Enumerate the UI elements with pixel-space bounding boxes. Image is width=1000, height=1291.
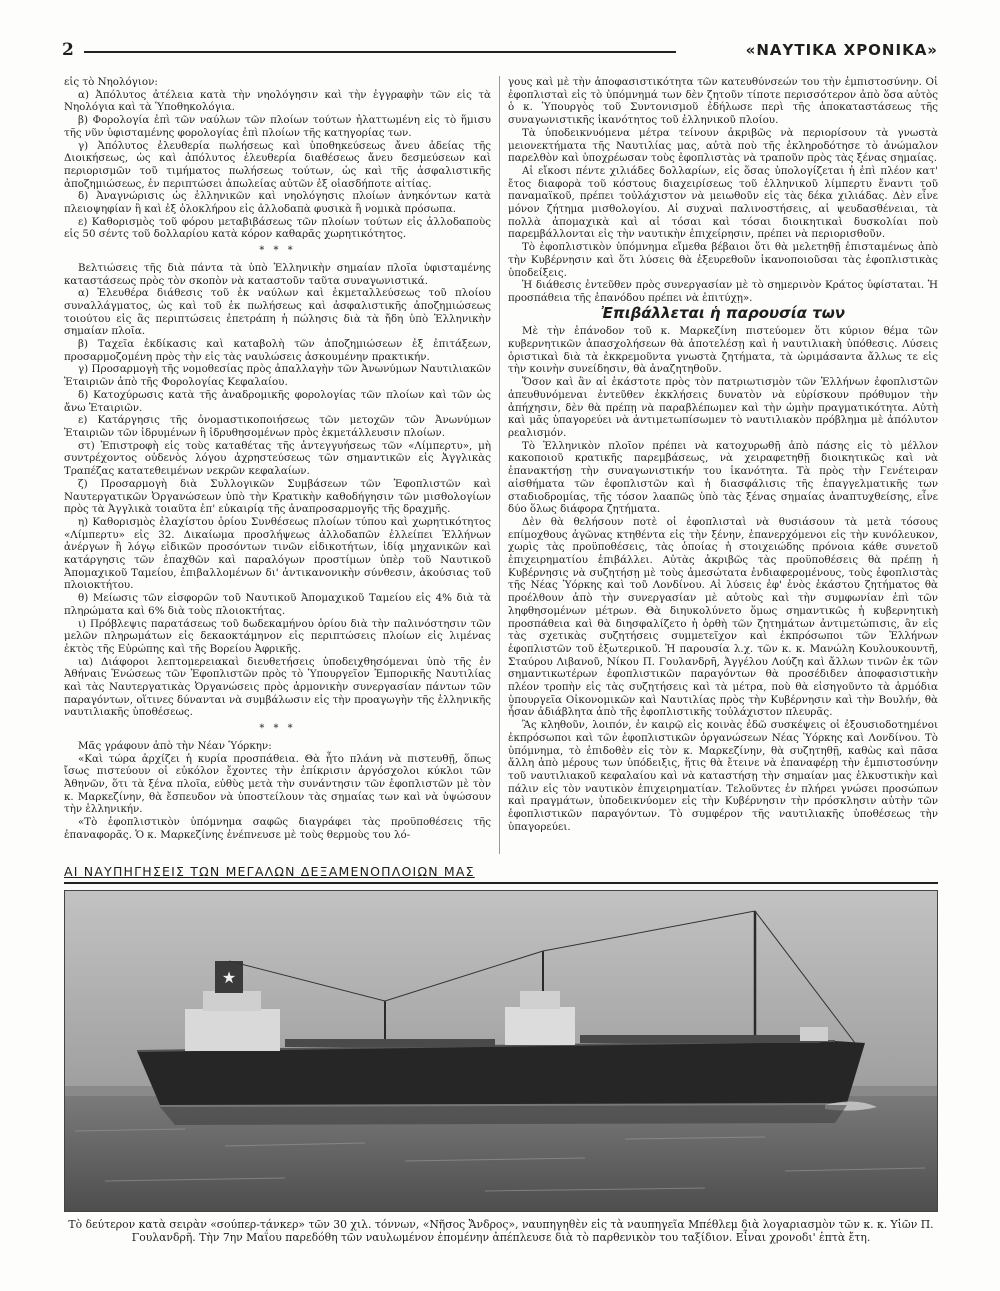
paragraph: Αἱ εἴκοσι πέντε χιλιάδες δολλαρίων, εἰς ὅσας ὑπολογίζεται ἡ ἐπὶ πλέον κατ' ἔτος διαφορὰ τοῦ κόστους διαχειρίσεως τοῦ ἑλληνικοῦ λίμπερτυ ἔναντι τοῦ παναμαϊκοῦ, πρέπει τοὐλάχιστον νὰ μειωθοῦν εἰς τὰς δέκα χιλιάδας. Δὲν εἶνε μόνον ζήτημα μισθολογίου. Αἱ συχναὶ παλινοστήσεις, αἱ ψευδασθένειαι, τὰ πολλὰ ἀπομαχικὰ καὶ αἱ τόσαι καὶ τόσαι διοικητικαὶ δυσκολίαι ποὺ παρεμβάλλονται εἰς τὴν ναυτικὴν ἐπιχείρησιν, πρέπει νὰ περιορισθοῦν. [508, 164, 938, 241]
photo-section-title: ΑΙ ΝΑΥΠΗΓΗΣΕΙΣ ΤΩΝ ΜΕΓΑΛΩΝ ΔΕΞΑΜΕΝΟΠΛΟΙΩΝ ΜΑΣ [64, 864, 475, 879]
section-subheading: Ἐπιβάλλεται ἡ παρουσία των [600, 303, 846, 322]
ship-photograph [64, 890, 938, 1212]
left-column [64, 76, 491, 856]
header-rule [84, 51, 676, 53]
deck-piping [580, 1035, 820, 1043]
paragraph: ι) Πρόβλεψις παρατάσεως τοῦ δωδεκαμήνου ὁρίου διὰ τὴν παλινόστησιν τῶν μελῶν πληρωμάτων εἰς δεκαοκτάμηνον εἰς περιπτώσεις πλοίων εἰς λιμένας ἐκτὸς τῆς Εὐρώπης καὶ τῆς Βορείου Ἀφρικῆς. [64, 617, 491, 655]
paragraph: α) Ἐλευθέρα διάθεσις τοῦ ἐκ ναύλων καὶ ἐκμεταλλεύσεως τοῦ πλοίου συναλλάγματος, ὡς καὶ τοῦ ἐκ πωλήσεως καὶ ἀσφαλιστικῆς ἀποζημιώσεως τοιούτου εἰς ἃς περιπτώσεις ἐπετράπη ἡ πώλησις διὰ τὰ ἤδη ὑπὸ Ἑλληνικὴν σημαίαν πλοῖα. [64, 287, 491, 338]
paragraph: στ) Ἐπιστροφὴ εἰς τοὺς καταθέτας τῆς ἀντεγγυήσεως τῶν «Λίμπερτυ», μὴ συντρέχοντος οὐδενὸς λόγου ἀχρηστεύσεως τῶν σημαντικῶν εἰς Ἀγγλικὰς Τραπέζας κατατεθειμένων νεκρῶν κεφαλαίων. [64, 439, 491, 478]
paragraph: «Καὶ τώρα ἀρχίζει ἡ κυρία προσπάθεια. Θὰ ἦτο πλάνη νὰ πιστευθῇ, ὅπως ἴσως πιστεύουν οἱ εὐκόλον ἔχοντες τὴν ἐπίκρισιν ἀργόσχολοι κύκλοι τῶν Ἀθηνῶν, ὅτι τὰ ξένα πλοῖα, εὐθὺς μετὰ τὴν συνάντησιν τῶν ἐφοπλιστῶν μὲ τὸν κ. Μαρκεζίνην, θὰ ἔσπευδον νὰ ὑποστείλουν τὰς σημαίας των καὶ νὰ ὑψώσουν τὴν ἑλληνικήν. [64, 752, 491, 816]
paragraph: β) Ταχεῖα ἐκδίκασις καὶ καταβολὴ τῶν ἀποζημιώσεων ἐξ ἐπιτάξεων, προσαρμοζομένη πρὸς τὴν εἰς τὰς ναυλώσεις ἀσκουμένην πρακτικήν. [64, 338, 491, 363]
section-separator: * * * [259, 723, 296, 735]
midship-wheelhouse [520, 991, 560, 1009]
paragraph: ζ) Προσαρμογὴ διὰ Συλλογικῶν Συμβάσεων τῶν Ἐφοπλιστῶν καὶ Ναυτεργατικῶν Ὀργανώσεων ὑπὸ τὴν Κρατικὴν καθοδήγησιν τῶν μισθολογίων πρὸς τὰ Ἀγγλικὰ τοιαῦτα ἐπ' εὐκαιρίᾳ τῆς ἀναπροσαρμογῆς τῆς δραχμῆς. [64, 477, 491, 516]
stern-bridge [203, 991, 261, 1011]
paragraph: ε) Καθορισμὸς τοῦ φόρου μεταβιβάσεως τῶν πλοίων τούτων εἰς ἀλλοδαποὺς εἰς 50 σέντς τοῦ δολλαρίου κατὰ κόρον καθαρᾶς χωρητικότητος. [64, 215, 491, 241]
paragraph: α) Ἀπόλυτος ἀτέλεια κατὰ τὴν νηολόγησιν καὶ τὴν ἐγγραφὴν τῶν εἰς τὰ Νηολόγια καὶ τὰ Ὑποθηκολόγια. [64, 88, 491, 114]
journal-title: «ΝΑΥΤΙΚΑ ΧΡΟΝΙΚΑ» [745, 41, 938, 59]
paragraph: ε) Κατάργησις τῆς ὀνομαστικοποιήσεως τῶν μετοχῶν τῶν Ἀνωνύμων Ἑταιριῶν τῶν ἱδρυμένων ἢ ἱδρυθησομένων πρὸς ἐκμετάλλευσιν πλοίων. [64, 414, 491, 439]
paragraph: δ) Κατοχύρωσις κατὰ τῆς ἀναδρομικῆς φορολογίας τῶν πλοίων καὶ τῶν ὡς ἄνω Ἑταιριῶν. [64, 388, 491, 414]
paragraph: Μὲ τὴν ἐπάνοδον τοῦ κ. Μαρκεζίνη πιστεύομεν ὅτι κύριον θέμα τῶν κυβερνητικῶν ἀπασχολήσεων θὰ ἀποτελέσῃ καὶ ἡ ναυτιλιακὴ ὑπόθεσις. Λύσεις ὁριστικαὶ διὰ τὰ ἐκκρεμοῦντα γνωστὰ ζητήματα, τὰ ὡριμάσαντα ἄλλως τε εἰς τὴν κοινὴν συνείδησιν, θὰ ἀναζητηθοῦν. [508, 325, 938, 376]
paragraph: γους καὶ μὲ τὴν ἀποφασιστικότητα τῶν κατευθύνσεών του τὴν ἐμπιστοσύνην. Οἱ ἐφοπλισταὶ εἰς τὸ ὑπόμνημά των δὲν ζητοῦν τίποτε περισσότερον ἀπὸ ὅσα αὐτὸς ὁ κ. Ὑπουργὸς τοῦ Συντονισμοῦ ἐδήλωσε περὶ τῆς ἀποκαταστάσεως τῆς συναγωνιστικῆς ἱκανότητος τοῦ ἑλληνικοῦ πλοίου. [508, 76, 938, 127]
paragraph: Τὸ Ἑλληνικὸν πλοῖον πρέπει νὰ κατοχυρωθῇ ἀπὸ πάσης εἰς τὸ μέλλον κακοποιοῦ κρατικῆς παρεμβάσεως, νὰ χειραφετηθῇ διοικητικῶς καὶ νὰ ἐπανακτήσῃ τὴν συναγωνιστικήν του ἱκανότητα. Τὰ πρὸς τὴν Γενέτειραν αἰσθήματα τῶν ἐφοπλιστῶν καὶ ἡ διασφάλισις τῆς ἐπαγγελματικῆς των σταδιοδρομίας, τῆς τόσον λααπῶς ὑπὸ τὰς ξένας σημαίας ἀναπτυχθείσης, εἶνε δύο ὅλως διάφορα ζητήματα. [508, 439, 938, 516]
paragraph: Μᾶς γράφουν ἀπὸ τὴν Νέαν Ὑόρκην: [78, 739, 272, 752]
right-column [508, 76, 938, 856]
paragraph: Δὲν θὰ θελήσουν ποτὲ οἱ ἐφοπλισταὶ νὰ θυσιάσουν τὰ μετὰ τόσους επίμοχθους ἀγῶνας κτηθέντα εἰς τὴν ξένην, ἐπανερχόμενοι εἰς τὴν κυνόλευκον, χωρὶς τὰς προϋποθέσεις, τὰς ὁποίας ἡ στοιχειώδης πρόνοια κάθε συνετοῦ ἐπιχειρηματίου ἐπιβάλλει. Αὐτὰς ἀκριβῶς τὰς προϋποθέσεις θὰ πρέπῃ ἡ Κυβέρνησις νὰ συζητήσῃ μὲ τοὺς ἀμεσώτατα ἐνδιαφερομένους, τοὺς ἐφοπλιστὰς τῆς Νέας Ὑόρκης καὶ τοῦ Λονδίνου. Αἱ λύσεις ἐφ' ἑνὸς ἑκάστου ζητήματος θὰ προέλθουν ἀπὸ τὴν συνεργασίαν μὲ αὐτοὺς καὶ τὴν συμφωνίαν ἐπὶ τῶν ληφθησομένων μέτρων. Θὰ διηυκολύνετο ὅμως σημαντικῶς ἡ κυβερνητικὴ προσπάθεια καὶ θὰ διησφαλίζετο ἡ ὀρθὴ τῶν ζητημάτων ἀντιμετώπισις, ἂν εἰς τὰς σχετικὰς συζητήσεις συμμετεῖχον καὶ ἐκπρόσωποι τῶν Ἑλλήνων ἐφοπλιστῶν τοῦ ἐξωτερικοῦ. Ἡ παρουσία λ.χ. τῶν κ. κ. Μανώλη Κουλουκουντῆ, Σταύρου Λιβανοῦ, Νίκου Π. Γουλανδρῆ, Ἀγγέλου Λούζη καὶ ἄλλων τινῶν ἐκ τῶν σημαντικωτέρων ἐφοπλιστικῶν παραγόντων θὰ προσέδιδεν ἀποφασιστικὴν πλέον τροπὴν εἰς τὰς συζητήσεις καὶ τὰ μέτρα, ποὺ θὰ εἰσηγοῦντο τὰ ἁρμόδια ὑπουργεῖα Οἰκονομικῶν καὶ Ναυτιλίας πρὸς τὴν Κυβέρνησιν καὶ τὴν Βουλήν, θὰ ἦσαν ἀδιάβλητα ἀπὸ τῆς ἐφοπλιστικῆς τοὐλάχιστον πλευρᾶς. [508, 515, 938, 719]
paragraph: Ἂς κληθοῦν, λοιπόν, ἐν καιρῷ εἰς κοινὰς ἐδῶ συσκέψεις οἱ ἐξουσιοδοτημένοι ἐκπρόσωποι καὶ τῶν ἐφοπλιστικῶν ὀργανώσεων Νέας Ὑόρκης καὶ Λονδίνου. Τὸ ὑπόμνημα, τὸ ἐπιδοθὲν εἰς τὸν κ. Μαρκεζίνην, θὰ συζητηθῇ, καθὼς καὶ πᾶσα ἄλλη ἀπὸ μέρους των ὑπόδειξις, ἥτις θὰ ἔτεινε νὰ ἐπαναφέρῃ τὴν ἐμπιστοσύνην τοῦ ναυτιλιακοῦ κεφαλαίου καὶ νὰ καταστήσῃ τὴν σημαίαν μας ἑλκυστικὴν καὶ πάλιν εἰς τὸν ναυτικὸν ἐπιχειρηματίαν. Τελοῦντες ἐν πλήρει γνώσει προσώπων καὶ πραγμάτων, ὑποδεικνύομεν εἰς τὴν Κυβέρνησιν τὴν πρόσκλησιν αὐτὴν τῶν ἐφοπλιστικῶν παραγόντων. Τὸ συμφέρον τῆς ναυτιλιακῆς ὑποθέσεως τὴν ὑπαγορεύει. [508, 719, 938, 833]
tanker-ship-illustration [65, 891, 937, 1211]
paragraph: Τὰ ὑποδεικνυόμενα μέτρα τείνουν ἀκριβῶς νὰ περιορίσουν τὰ γνωστὰ μειονεκτήματα τῆς Ναυτιλίας μας, αὐτὰ ποὺ τῆς ἐκληροδότησε τὸ ἀνώμαλον παρελθὸν καὶ ὑποχρέωσαν τοὺς ἐφοπλιστὰς νὰ τραποῦν πρὸς τὰς ξένας σημαίας. [508, 126, 938, 165]
photo-caption: Τὸ δεύτερον κατὰ σειρὰν «σούπερ-τάνκερ» τῶν 30 χιλ. τόννων, «Νῆσος Ἄνδρος», ναυπηγηθὲν εἰς τὰ ναυπηγεῖα Μπέθλεμ διὰ λογαριασμὸν τῶν κ. κ. Υἱῶν Π. Γουλανδρῆ. Τὴν 7ην Μαΐου παρεδόθη τῶν ναυλωμένον ἐπομένην ἀπέπλευσε διὰ τὸ παρθενικὸν του ταξίδιον. Εἶναι χρονοδι' ἑπτὰ ἔτη. [68, 1218, 934, 1244]
paragraph: η) Καθορισμὸς ἐλαχίστου ὁρίου Συνθέσεως πλοίων τύπου καὶ χωρητικότητος «Λίμπερτυ» εἰς 32. Δικαίωμα προσλήψεως ἀλλοδαπῶν ἐλλείπει Ἑλλήνων ἀνέργων ἢ λόγῳ εἰδικῶν προσόντων τινῶν εἰδικοτήτων, ἰδίᾳ μηχανικῶν καὶ κατάργησις τῶν ἐπαχθῶν καὶ παραλόγων προστίμων ὑπὲρ τοῦ Ναυτικοῦ Ἀπομαχικοῦ Ταμείου, ἐπιβαλλομένων δι' ἀντικανονικὴν σύνθεσιν, ἀκούσιας τοῦ πλοιοκτήτου. [64, 515, 491, 592]
page-header [62, 40, 938, 64]
section-separator: * * * [259, 245, 296, 257]
star-emblem-icon: ★ [221, 968, 237, 987]
paragraph: Ἡ διάθεσις ἐντεῦθεν πρὸς συνεργασίαν μὲ τὸ σημερινὸν Κράτος ὑφίσταται. Ἡ προσπάθεια τῆς ἐπανόδου πρέπει νὰ ἐπιτύχῃ». [508, 279, 938, 304]
stern-superstructure [185, 1009, 280, 1051]
paragraph: Τὸ ἐφοπλιστικὸν ὑπόμνημα εἴμεθα βέβαιοι ὅτι θὰ μελετηθῇ ἐπισταμένως ἀπὸ τὴν Κυβέρνησιν καὶ ὅτι λύσεις θὰ ἐξευρεθοῦν ἱκανοποιοῦσαι τὰς ἐφοπλιστικὰς ὑποδείξεις. [508, 241, 938, 279]
paragraph: γ) Προσαρμογὴ τῆς νομοθεσίας πρὸς ἀπαλλαγὴν τῶν Ἀνωνύμων Ναυτιλιακῶν Ἑταιριῶν ἀπὸ τῆς Φορολογίας Κεφαλαίου. [64, 363, 491, 389]
bow-house [800, 1027, 828, 1041]
page-number: 2 [62, 40, 74, 60]
paragraph: «Τὸ ἐφοπλιστικὸν ὑπόμνημα σαφῶς διαγράφει τὰς προϋποθέσεις τῆς ἐπαναφορᾶς. Ὁ κ. Μαρκεζίνης ἐνέπνευσε μὲ τοὺς θερμοὺς του λό- [64, 816, 491, 841]
deck-piping [285, 1039, 495, 1047]
paragraph: Βελτιώσεις τῆς διὰ πάντα τὰ ὑπὸ Ἑλληνικὴν σημαίαν πλοῖα ὑφισταμένης καταστάσεως πρὸς τὸν σκοπὸν νὰ καταστοῦν ταῦτα συναγωνιστικά. [64, 261, 491, 287]
paragraph: β) Φορολογία ἐπὶ τῶν ναύλων τῶν πλοίων τούτων ἠλαττωμένη εἰς τὸ ἥμισυ τῆς νῦν ὑφισταμένης φορολογίας ἐπὶ πλοίων τῆς κατηγορίας των. [64, 114, 491, 139]
midship-bridge [505, 1007, 575, 1045]
paragraph: Ὅσον καὶ ἂν αἱ ἑκάστοτε πρὸς τὸν πατριωτισμὸν τῶν Ἑλλήνων ἐφοπλιστῶν ἀπευθυνόμεναι ἐντεῦθεν ἐκκλήσεις δυνατὸν νὰ εὑρίσκουν πρόθυμον τὴν ἀπήχησιν, δὲν θὰ πρέπῃ νὰ παραβλέπωμεν καὶ τὴν ὠμὴν πραγματικότητα. Αὐτὴ καὶ μᾶς ὑπαγορεύει νὰ ἀντιμετωπίσωμεν τὸ ναυτιλιακὸν πρόβλημα μὲ ἀπόλυτον ρεαλισμόν. [508, 376, 938, 439]
paragraph: εἰς τὸ Νηολόγιον: [64, 76, 158, 88]
ship-reflection [160, 1105, 847, 1125]
paragraph: θ) Μείωσις τῶν εἰσφορῶν τοῦ Ναυτικοῦ Ἀπομαχικοῦ Ταμείου εἰς 4% διὰ τὰ πληρώματα καὶ 6% διὰ τοὺς πλοιοκτήτας. [64, 592, 491, 617]
paragraph: γ) Ἀπόλυτος ἐλευθερία πωλήσεως καὶ ὑποθηκεύσεως ἄνευ ἀδείας τῆς Διοικήσεως, ὡς καὶ ἀπόλυτος ἐλευθερία διαθέσεως ἄνευ δεσμεύσεων καὶ περιορισμῶν τοῦ τιμήματος πωλήσεως τούτων, ὡς καὶ τῆς ἀσφαλιστικῆς ἀποζημιώσεως, ἐν περιπτώσει ἀπωλείας αὐτῶν ἐξ οἱασδήποτε αἰτίας. [64, 139, 491, 190]
paragraph: ια) Διάφοροι λεπτομερειακαὶ διευθετήσεις ὑποδειχθησόμεναι ὑπὸ τῆς ἐν Ἀθήναις Ἑνώσεως τῶν Ἐφοπλιστῶν πρὸς τὸ Ὑπουργεῖον Ἐμπορικῆς Ναυτιλίας καὶ τὰς Ναυτεργατικὰς Ὀργανώσεις πρὸς ἁρμονικὴν συνεργασίαν πάντων τῶν παραγόντων, οἵτινες δύνανται νὰ συμβάλωσιν εἰς τὴν προαγωγὴν τῆς ἑλληνικῆς ναυτιλιακῆς ὑποθέσεως. [64, 655, 491, 719]
column-divider [499, 76, 500, 854]
photo-section-banner [64, 862, 938, 884]
paragraph: δ) Ἀναγνώρισις ὡς ἑλληνικῶν καὶ νηολόγησις πλοίων ἀνηκόντων κατὰ πλειοψηφίαν ἢ καὶ ἐξ ὁλοκλήρου εἰς ἀλλοδαπὰ φυσικὰ ἢ νομικὰ πρόσωπα. [64, 190, 491, 216]
